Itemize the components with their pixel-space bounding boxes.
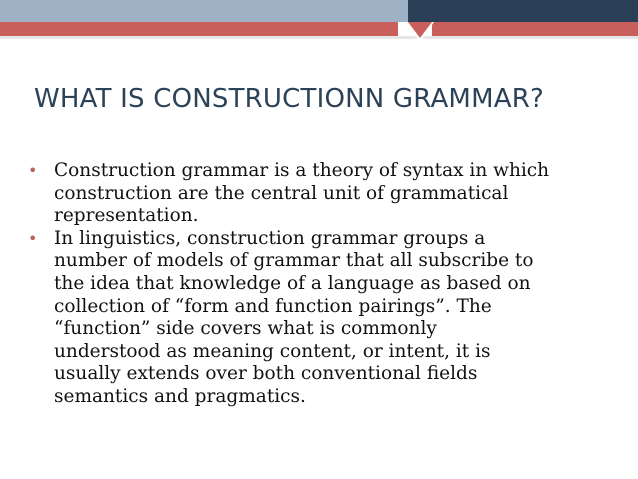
bullet-text-line: Construction grammar is a theory of syntax in which: [54, 160, 550, 181]
header-decoration-band: [0, 0, 638, 42]
slide-title: WHAT IS CONSTRUCTIONN GRAMMAR?: [34, 84, 544, 114]
bullet-text-line: understood as meaning content, or intent, it is: [54, 340, 491, 362]
bullet-item: [28, 228, 618, 409]
band-dark-stripe: [408, 0, 638, 22]
slide-body: [28, 160, 618, 409]
bullet-text-line: the idea that knowledge of a language as based on: [54, 272, 531, 294]
bullet-text-line: In linguistics, construction grammar groups a: [54, 227, 486, 249]
bullet-item: [28, 160, 618, 228]
bullet-marker: •: [28, 161, 38, 180]
bullet-text-line: “function” side covers what is commonly: [54, 318, 437, 340]
bullet-text-line: usually extends over both conventional fields: [54, 363, 478, 385]
bullet-marker: •: [28, 228, 38, 248]
band-red-stripe-left: [0, 22, 398, 36]
bullet-text-line: semantics and pragmatics.: [54, 385, 306, 407]
band-red-stripe-right: [432, 22, 638, 36]
bullet-text-line: number of models of grammar that all subscribe to: [54, 250, 534, 272]
bullet-text-line: construction are the central unit of grammatical: [54, 182, 509, 204]
bullet-text-line: representation.: [54, 205, 199, 227]
band-divider-notch: [406, 22, 434, 42]
band-bottom-line: [0, 36, 638, 39]
bullet-text-line: collection of “form and function pairings”. The: [54, 295, 492, 317]
